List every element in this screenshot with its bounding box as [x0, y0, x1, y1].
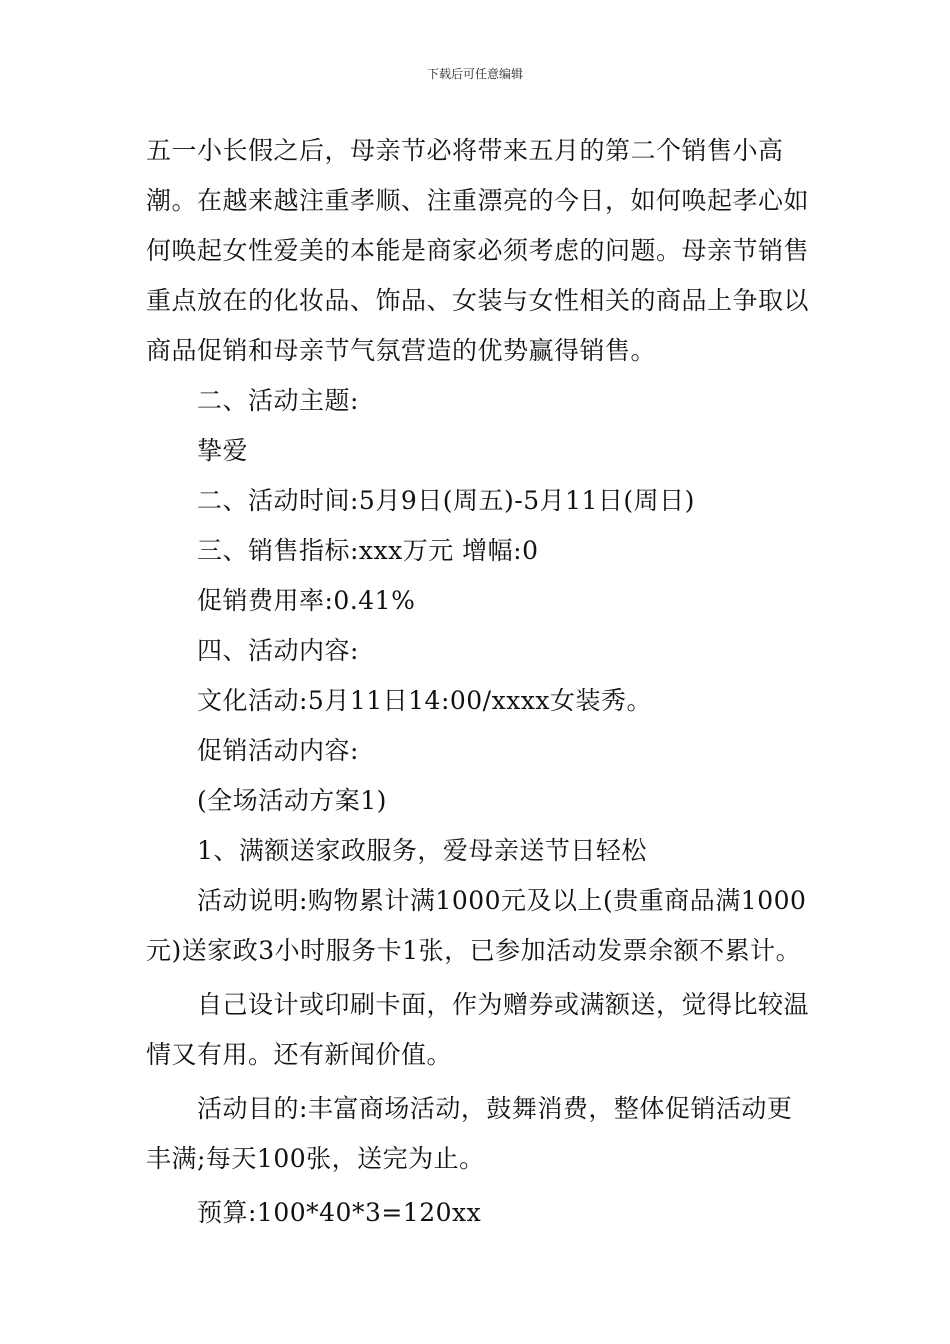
- section-time-heading: 二、活动时间:5月9日(周五)-5月11日(周日): [197, 486, 695, 515]
- card-design-note: 自己设计或印刷卡面，作为赠券或满额送，觉得比较温情又有用。还有新闻价值。: [146, 990, 810, 1069]
- page-header: 下载后可任意编辑: [426, 67, 523, 81]
- plan-item-1: 1、满额送家政服务，爱母亲送节日轻松: [197, 836, 647, 865]
- plan-title: (全场活动方案1): [197, 786, 387, 815]
- activity-purpose: 活动目的:丰富商场活动，鼓舞消费，整体促销活动更丰满;每天100张，送完为止。: [146, 1094, 793, 1173]
- section-theme-heading: 二、活动主题:: [197, 386, 359, 415]
- cultural-activity: 文化活动:5月11日14:00/xxxx女装秀。: [197, 686, 653, 715]
- document-body: [146, 126, 816, 1238]
- intro-paragraph: 五一小长假之后，母亲节必将带来五月的第二个销售小高潮。在越来越注重孝顺、注重漂亮的今日，如何唤起孝心如何唤起女性爱美的本能是商家必须考虑的问题。母亲节销售重点放在的化妆品、饰品、女装与女性相关的商品上争取以商品促销和母亲节气氛营造的优势赢得销售。: [146, 136, 810, 365]
- sales-target: 三、销售指标:xxx万元 增幅:0: [197, 536, 539, 565]
- activity-description: 活动说明:购物累计满1000元及以上(贵重商品满1000元)送家政3小时服务卡1张，已参加活动发票余额不累计。: [146, 886, 807, 965]
- promotion-content-heading: 促销活动内容:: [197, 736, 359, 765]
- theme-text: 挚爱: [197, 436, 249, 465]
- budget: 预算:100*40*3=120xx: [197, 1198, 482, 1227]
- section-content-heading: 四、活动内容:: [197, 636, 359, 665]
- promotion-cost-rate: 促销费用率:0.41%: [197, 586, 416, 615]
